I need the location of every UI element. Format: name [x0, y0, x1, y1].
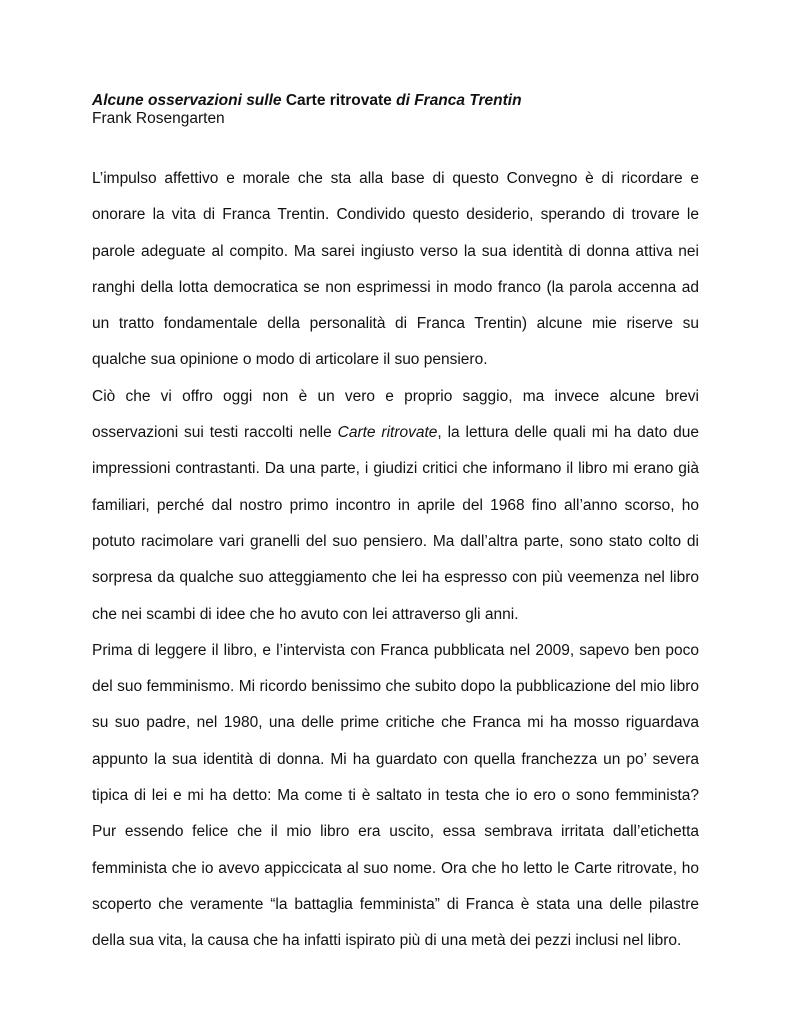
paragraph-1: L’impulso affettivo e morale che sta alla base di questo Convegno è di ricordare e onorare la vita di Franca Trentin. Condivido questo desiderio, sperando di trovare le parole adeguate al compito. Ma sarei ingiusto verso la sua identità di donna attiva nei ranghi della lotta democratica se non esprimessi in modo franco (la parola accenna ad un tratto fondamentale della personalità di Franca Trentin) alcune mie riserve su qualche sua opinione o modo di articolare il suo pensiero.: [92, 170, 699, 369]
title-part-italic-1: Alcune osservazioni sulle: [92, 92, 282, 109]
title-part-bold-book: Carte ritrovate: [285, 92, 392, 109]
title-part-italic-2: di Franca Trentin: [396, 92, 522, 109]
document-title: [92, 92, 699, 110]
document-body: [92, 161, 699, 960]
paragraph-2-text-before: Ciò che vi offro oggi non è un vero e proprio saggio, ma invece alcune brevi osservazioni sui testi raccolti nelle: [92, 387, 699, 442]
paragraph-2: [92, 379, 699, 633]
paragraph-3: Prima di leggere il libro, e l’intervista con Franca pubblicata nel 2009, sapevo ben poco del suo femminismo. Mi ricordo benissimo che subito dopo la pubblicazione del mio libro su suo padre, nel 1980, una delle prime critiche che Franca mi ha mosso riguardava appunto la sua identità di donna. Mi ha guardato con quella franchezza un po’ severa tipica di lei e mi ha detto: Ma come ti è saltato in testa che io ero o sono femminista? Pur essendo felice che il mio libro era uscito, essa sembrava irritata dall’etichetta femminista che io avevo appiccicata al suo nome. Ora che ho letto le Carte ritrovate, ho scoperto che veramente “la battaglia femminista” di Franca è stata una delle pilastre della sua vita, la causa che ha infatti ispirato più di una metà dei pezzi inclusi nel libro.: [92, 641, 699, 950]
document-page: [92, 92, 699, 960]
author-name: Frank Rosengarten: [92, 110, 225, 127]
paragraph-2-text-after: , la lettura delle quali mi ha dato due impressioni contrastanti. Da una parte, i giudizi critici che informano il libro mi erano già familiari, perché dal nostro primo incontro in aprile del 1968 fino all’anno scorso, ho potuto racimolare vari granelli del suo pensiero. Ma dall’altra parte, sono stato colto di sorpresa da qualche suo atteggiamento che lei ha espresso con più veemenza nel libro che nei scambi di idee che ho avuto con lei attraverso gli anni.: [92, 424, 699, 623]
title-block: [92, 92, 699, 128]
paragraph-2-book-title: Carte ritrovate: [337, 424, 438, 442]
